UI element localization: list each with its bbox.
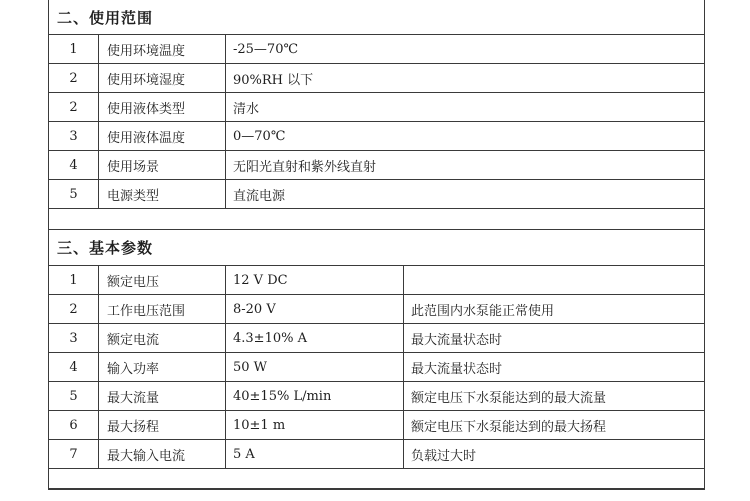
row-number: 3 (49, 324, 99, 352)
row-number: 4 (49, 151, 99, 179)
table-row (49, 180, 704, 209)
parameter-name: 使用液体温度 (99, 122, 226, 150)
table-end-row (49, 469, 704, 490)
parameter-name: 最大扬程 (99, 411, 226, 439)
parameter-name: 使用场景 (99, 151, 226, 179)
parameter-name: 工作电压范围 (99, 295, 226, 323)
parameter-value: 4.3±10% A (226, 324, 404, 352)
parameter-value: 12 V DC (226, 266, 404, 294)
parameter-name: 电源类型 (99, 180, 226, 208)
parameter-note: 额定电压下水泵能达到的最大流量 (411, 390, 607, 406)
parameter-value: 0—70℃ (233, 128, 286, 144)
row-number: 1 (49, 266, 99, 294)
parameter-note: 最大流量状态时 (411, 361, 503, 377)
parameter-note: 此范围内水泵能正常使用 (411, 303, 555, 319)
row-number: 2 (49, 64, 99, 92)
parameter-name: 额定电压 (99, 266, 226, 294)
spec-document (48, 0, 705, 490)
table-row (49, 353, 704, 382)
parameter-value: 清水 (233, 101, 260, 117)
parameter-note: 负载过大时 (411, 448, 477, 464)
section-title-usage-range: 二、使用范围 (49, 0, 704, 35)
parameter-name: 使用环境湿度 (99, 64, 226, 92)
table-row (49, 440, 704, 469)
section-title-basic-parameters: 三、基本参数 (49, 230, 704, 266)
parameter-value: 8-20 V (226, 295, 404, 323)
parameter-value: 50 W (226, 353, 404, 381)
row-number: 6 (49, 411, 99, 439)
parameter-note (404, 266, 704, 294)
parameter-note: 最大流量状态时 (411, 332, 503, 348)
row-number: 2 (49, 295, 99, 323)
usage-range-table (49, 35, 704, 209)
parameter-value: 10±1 m (226, 411, 404, 439)
row-number: 1 (49, 35, 99, 63)
table-row (49, 64, 704, 93)
parameter-value: 90%RH 以下 (233, 72, 314, 88)
parameter-value: 40±15% L/min (226, 382, 404, 410)
parameter-name: 使用液体类型 (99, 93, 226, 121)
parameter-name: 最大流量 (99, 382, 226, 410)
row-number: 2 (49, 93, 99, 121)
row-number: 5 (49, 382, 99, 410)
table-row (49, 35, 704, 64)
table-row (49, 324, 704, 353)
parameter-value: 5 A (226, 440, 404, 468)
parameter-name: 输入功率 (99, 353, 226, 381)
row-number: 7 (49, 440, 99, 468)
parameter-value: 无阳光直射和紫外线直射 (233, 159, 377, 175)
parameter-name: 使用环境温度 (99, 35, 226, 63)
row-number: 3 (49, 122, 99, 150)
parameter-value: 直流电源 (233, 188, 286, 204)
row-number: 5 (49, 180, 99, 208)
row-number: 4 (49, 353, 99, 381)
basic-parameters-table (49, 266, 704, 469)
parameter-name: 最大输入电流 (99, 440, 226, 468)
table-row (49, 295, 704, 324)
parameter-note: 额定电压下水泵能达到的最大扬程 (411, 419, 607, 435)
parameter-value: -25—70℃ (233, 41, 299, 57)
table-row (49, 382, 704, 411)
table-row (49, 411, 704, 440)
table-row (49, 266, 704, 295)
section-spacer (49, 209, 704, 230)
table-row (49, 93, 704, 122)
parameter-name: 额定电流 (99, 324, 226, 352)
table-row (49, 151, 704, 180)
table-row (49, 122, 704, 151)
